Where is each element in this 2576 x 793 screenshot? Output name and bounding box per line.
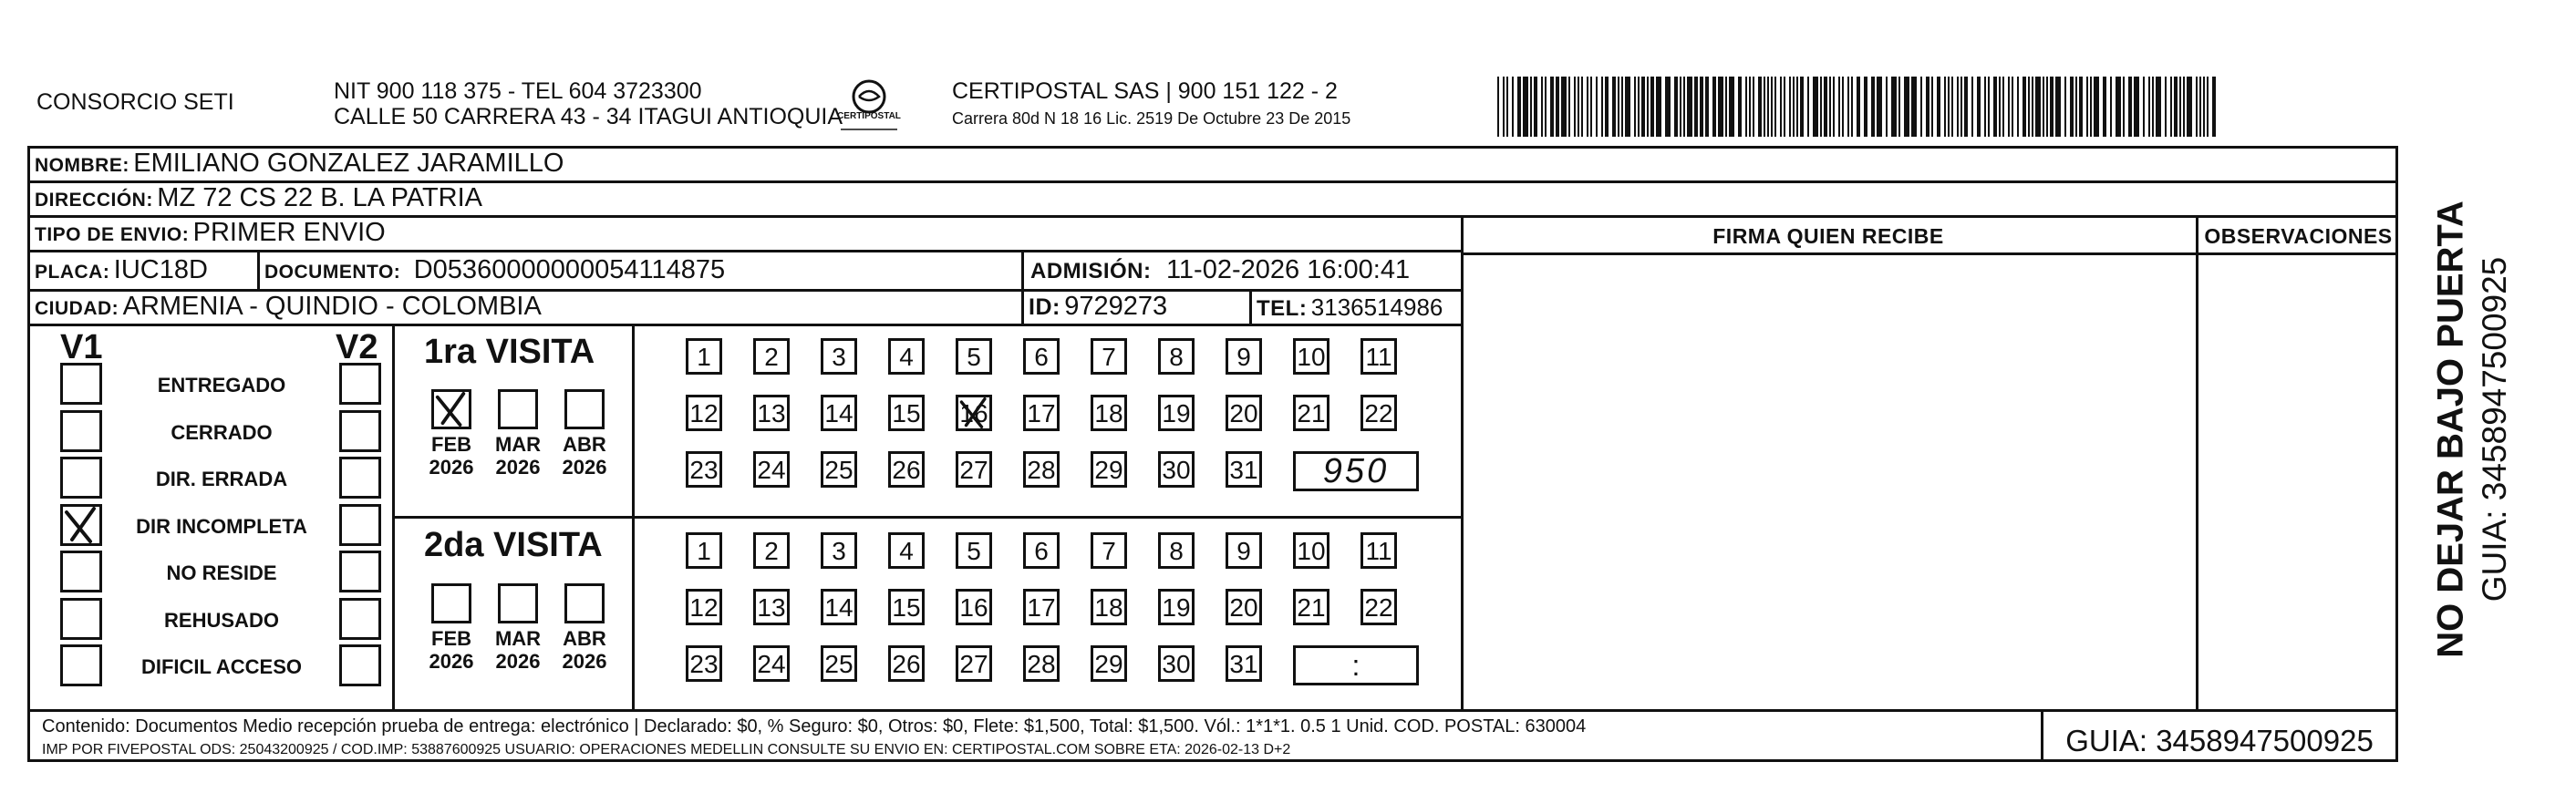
barcode-bar — [1550, 77, 1554, 137]
rule — [1249, 289, 1252, 324]
visit1-month-year: 2026 — [495, 456, 541, 479]
visit1-day-box[interactable]: 15 — [888, 395, 925, 431]
barcode-bar — [2075, 77, 2077, 137]
visit1-day-box[interactable]: 29 — [1091, 451, 1127, 488]
barcode-bar — [1864, 77, 1867, 137]
barcode-bar — [2143, 77, 2145, 137]
visit1-day-box[interactable]: 25 — [821, 451, 857, 488]
barcode-bar — [2170, 77, 2172, 137]
visit1-day-box[interactable]: 20 — [1226, 395, 1262, 431]
placa-row — [35, 255, 208, 285]
barcode-bar — [1618, 77, 1619, 137]
barcode-bar — [2055, 77, 2061, 137]
visit2-day-box[interactable]: 10 — [1293, 532, 1329, 569]
barcode-bar — [1964, 77, 1968, 137]
tipo-envio-row — [35, 218, 386, 248]
barcode-bar — [2086, 77, 2088, 137]
barcode-bar — [1800, 77, 1804, 137]
visit2-day-box[interactable]: 26 — [888, 645, 925, 682]
v2-checkbox[interactable] — [339, 644, 381, 686]
visit2-day-box[interactable]: 31 — [1226, 645, 1262, 682]
visit2-day-box[interactable]: 9 — [1226, 532, 1262, 569]
visit2-month-name: ABR — [563, 627, 606, 650]
license-line: Carrera 80d N 18 16 Lic. 2519 De Octubre 23 De 2015 — [952, 109, 1351, 128]
admision-row — [1030, 255, 1410, 285]
barcode-bar — [2079, 77, 2083, 137]
barcode-bar — [1780, 77, 1782, 137]
barcode-bar — [1833, 77, 1835, 137]
status-option-label: DIR. ERRADA — [155, 468, 288, 490]
barcode-bar — [1774, 77, 1776, 137]
barcode-bar — [1842, 77, 1844, 137]
rule — [1461, 215, 1464, 709]
visit2-day-box[interactable]: 13 — [753, 589, 790, 625]
status-option-label: NO RESIDE — [166, 561, 277, 584]
visit1-day-box[interactable]: 19 — [1158, 395, 1195, 431]
barcode-bar — [2116, 77, 2121, 137]
barcode-bar — [1767, 77, 1769, 137]
barcode-bar — [2165, 77, 2167, 137]
visit2-day-box[interactable]: 27 — [956, 645, 992, 682]
visit2-time-box[interactable]: : — [1293, 645, 1419, 685]
barcode-bar — [1999, 77, 2001, 137]
visit2-day-box[interactable]: 11 — [1360, 532, 1397, 569]
visit2-month-year: 2026 — [429, 650, 474, 673]
placa-value: IUC18D — [113, 255, 208, 284]
barcode-bar — [1745, 77, 1747, 137]
certipostal-logo-icon — [837, 77, 901, 137]
barcode-bar — [1789, 77, 1791, 137]
placa-label: PLACA: — [35, 262, 110, 283]
barcode-bar — [1683, 77, 1685, 137]
visit1-month-checkbox[interactable] — [431, 389, 471, 429]
barcode-bar — [1647, 77, 1649, 137]
visit1-month-name: FEB — [431, 433, 471, 456]
visit1-day-box[interactable]: 24 — [753, 451, 790, 488]
status-option-label: DIR INCOMPLETA — [136, 514, 307, 538]
visit2-day-box[interactable]: 3 — [821, 532, 857, 569]
id-value: 9729273 — [1064, 292, 1168, 321]
barcode-bar — [1590, 77, 1592, 137]
visit2-month-checkbox[interactable] — [564, 583, 605, 623]
barcode-bar — [2156, 77, 2161, 137]
visit1-day-box[interactable]: 2 — [753, 338, 790, 375]
barcode-bar — [1517, 77, 1521, 137]
barcode-bar — [2174, 77, 2178, 137]
barcode-bar — [1561, 77, 1567, 137]
barcode-bar — [1641, 77, 1645, 137]
rule — [257, 250, 260, 289]
visit2-day-box[interactable]: 29 — [1091, 645, 1127, 682]
tipo-envio-label: TIPO DE ENVIO: — [35, 224, 190, 245]
visit1-day-box[interactable]: 28 — [1023, 451, 1060, 488]
barcode-bar — [1596, 77, 1598, 137]
barcode-bar — [1650, 77, 1654, 137]
barcode-bar — [1813, 77, 1818, 137]
visit2-day-box[interactable]: 1 — [686, 532, 722, 569]
direccion-value: MZ 72 CS 22 B. LA PATRIA — [157, 183, 483, 212]
v2-checkbox[interactable] — [339, 551, 381, 592]
barcode-bar — [1605, 77, 1609, 137]
direccion-label: DIRECCIÓN: — [35, 190, 153, 211]
visit1-day-box[interactable]: 3 — [821, 338, 857, 375]
visit2-day-box[interactable]: 25 — [821, 645, 857, 682]
check-mark-icon — [63, 507, 99, 543]
barcode-bar — [2134, 77, 2139, 137]
visit1-day-box[interactable]: 18 — [1091, 395, 1127, 431]
visit1-day-box[interactable]: 1 — [686, 338, 722, 375]
visit2-day-box[interactable]: 20 — [1226, 589, 1262, 625]
visit2-day-box[interactable]: 2 — [753, 532, 790, 569]
barcode-bar — [2148, 77, 2150, 137]
barcode-bar — [1793, 77, 1795, 137]
barcode-bar — [1621, 77, 1623, 137]
barcode-bar — [1503, 77, 1505, 137]
barcode-bar — [1951, 77, 1953, 137]
v1-checkbox[interactable] — [60, 410, 102, 452]
v2-checkbox[interactable] — [339, 363, 381, 405]
barcode-bar — [1988, 77, 1990, 137]
visit2-day-box[interactable]: 17 — [1023, 589, 1060, 625]
visit2-day-box[interactable]: 22 — [1360, 589, 1397, 625]
rule — [2196, 215, 2198, 709]
barcode-bar — [1871, 77, 1875, 137]
barcode-bar — [2179, 77, 2181, 137]
barcode-bar — [1977, 77, 1981, 137]
status-option-label: DIFICIL ACCESO — [140, 655, 302, 678]
barcode-bar — [1847, 77, 1849, 137]
visit2-day-box[interactable]: 18 — [1091, 589, 1127, 625]
contenido-line: Contenido: Documentos Medio recepción prueba de entrega: electrónico | Declarado: $0, % Seguro: $0, Otros: $0, Flete: $1,500, Total: $1,500. Vól.: 1*1*1. 0.5 1 Unid. COD. POSTAL: 630004 — [42, 716, 1587, 736]
visit1-month-checkbox[interactable] — [498, 389, 538, 429]
barcode-bar — [1612, 77, 1616, 137]
visit1-day-box[interactable]: 16 — [956, 395, 992, 431]
barcode-bar — [2070, 77, 2074, 137]
visit2-day-box[interactable]: 15 — [888, 589, 925, 625]
barcode-bar — [1729, 77, 1734, 137]
visit2-month-year: 2026 — [495, 650, 541, 673]
visit1-time-box[interactable]: 950 — [1293, 451, 1419, 491]
visit2-month-name: MAR — [494, 627, 542, 650]
barcode-bar — [1568, 77, 1570, 137]
visit2-day-box[interactable]: 19 — [1158, 589, 1195, 625]
barcode-bar — [1738, 77, 1742, 137]
visit2-day-box[interactable]: 6 — [1023, 532, 1060, 569]
imp-line: IMP POR FIVEPOSTAL ODS: 25043200925 / COD.IMP: 53887600925 USUARIO: OPERACIONES MEDELLIN CONSULTE SU ENVIO EN: CERTIPOSTAL.COM SOBRE ETA: 2026-02-13 D+2 — [42, 742, 1291, 757]
ciudad-row — [35, 292, 542, 322]
barcode-bar — [2050, 77, 2054, 137]
barcode-bar — [2008, 77, 2010, 137]
barcode-bar — [1694, 77, 1698, 137]
barcode-bar — [1601, 77, 1603, 137]
status-option-label: REHUSADO — [164, 608, 279, 632]
barcode-bar — [1574, 77, 1576, 137]
visit2-day-box[interactable]: 7 — [1091, 532, 1127, 569]
v2-checkbox[interactable] — [339, 457, 381, 499]
documento-label: DOCUMENTO: — [264, 262, 401, 283]
observaciones-label: OBSERVACIONES — [2204, 224, 2393, 248]
barcode-bar — [2032, 77, 2033, 137]
visit1-day-box[interactable]: 9 — [1226, 338, 1262, 375]
rule — [27, 250, 1461, 252]
barcode-bar — [1984, 77, 1986, 137]
barcode-bar — [1784, 77, 1785, 137]
barcode-bar — [2064, 77, 2066, 137]
barcode-bar — [1820, 77, 1822, 137]
barcode-bar — [1971, 77, 1973, 137]
rule — [1021, 250, 1024, 324]
tel-label: TEL: — [1257, 296, 1308, 321]
id-row — [1029, 292, 1167, 322]
visit1-day-box[interactable]: 30 — [1158, 451, 1195, 488]
barcode-bar — [1753, 77, 1754, 137]
barcode-bar — [2110, 77, 2112, 137]
barcode-bar — [1665, 77, 1671, 137]
v1-checkbox[interactable] — [60, 363, 102, 405]
firma-label: FIRMA QUIEN RECIBE — [1712, 224, 1944, 248]
visit1-month-name: MAR — [494, 433, 542, 456]
barcode-bar — [1556, 77, 1559, 137]
barcode-bar — [2183, 77, 2185, 137]
visit2-day-box[interactable]: 23 — [686, 645, 722, 682]
barcode-bar — [1944, 77, 1946, 137]
visit1-day-box[interactable]: 4 — [888, 338, 925, 375]
visit1-day-box[interactable]: 11 — [1360, 338, 1397, 375]
visit2-day-box[interactable]: 12 — [686, 589, 722, 625]
barcode-bar — [1877, 77, 1882, 137]
visit1-day-box[interactable]: 8 — [1158, 338, 1195, 375]
visit1-day-box[interactable]: 26 — [888, 451, 925, 488]
visit1-day-box[interactable]: 23 — [686, 451, 722, 488]
nombre-value: EMILIANO GONZALEZ JARAMILLO — [133, 149, 564, 178]
visit1-day-box[interactable]: 5 — [956, 338, 992, 375]
v1-checkbox[interactable] — [60, 644, 102, 686]
barcode-bar — [1920, 77, 1922, 137]
barcode-bar — [1497, 77, 1499, 137]
visit2-day-box[interactable]: 5 — [956, 532, 992, 569]
barcode-bar — [1634, 77, 1636, 137]
barcode-bar — [1911, 77, 1917, 137]
barcode-bar — [1506, 77, 1508, 137]
tipo-envio-value: PRIMER ENVIO — [192, 218, 386, 247]
visit1-month-year: 2026 — [429, 456, 474, 479]
barcode-bar — [1725, 77, 1727, 137]
visit1-day-box[interactable]: 17 — [1023, 395, 1060, 431]
barcode-bar — [2023, 77, 2026, 137]
barcode-bar — [1705, 77, 1709, 137]
barcode-bar — [1578, 77, 1579, 137]
status-option-label: ENTREGADO — [157, 374, 286, 396]
barcode-bar — [1898, 77, 1900, 137]
barcode-bar — [1886, 77, 1888, 137]
visit1-day-box[interactable]: 6 — [1023, 338, 1060, 375]
visit2-day-box[interactable]: 24 — [753, 645, 790, 682]
barcode-bar — [1587, 77, 1588, 137]
nombre-row — [35, 149, 564, 179]
barcode-bar — [1680, 77, 1681, 137]
rule — [1461, 252, 2398, 255]
visit1-day-box[interactable]: 13 — [753, 395, 790, 431]
barcode-bar — [2017, 77, 2019, 137]
visit1-day-box[interactable]: 12 — [686, 395, 722, 431]
barcode-bar — [1581, 77, 1583, 137]
barcode-bar — [2012, 77, 2013, 137]
barcode-bar — [1530, 77, 1532, 137]
v2-checkbox[interactable] — [339, 598, 381, 640]
direccion-row — [35, 183, 482, 213]
barcode-bar — [2128, 77, 2132, 137]
admision-label: ADMISIÓN: — [1030, 259, 1152, 283]
barcode-bar — [1771, 77, 1773, 137]
barcode-bar — [1523, 77, 1528, 137]
barcode-bar — [1700, 77, 1703, 137]
company-name: CONSORCIO SETI — [36, 89, 234, 115]
barcode-bar — [2207, 77, 2209, 137]
barcode-bar — [1937, 77, 1940, 137]
barcode-bar — [2123, 77, 2125, 137]
documento-value: D05360000000054114875 — [413, 255, 726, 284]
visit1-month-name: ABR — [563, 433, 606, 456]
barcode-bar — [1625, 77, 1630, 137]
v1-checkbox[interactable] — [60, 504, 102, 546]
visit1-day-box[interactable]: 21 — [1293, 395, 1329, 431]
barcode-bar — [1749, 77, 1751, 137]
visit2-day-box[interactable]: 28 — [1023, 645, 1060, 682]
visit1-day-box[interactable]: 7 — [1091, 338, 1127, 375]
visit1-title: 1ra VISITA — [424, 333, 595, 371]
visit2-day-box[interactable]: 4 — [888, 532, 925, 569]
barcode-bar — [2212, 77, 2216, 137]
ciudad-value: ARMENIA - QUINDIO - COLOMBIA — [122, 292, 542, 321]
barcode-bar — [1948, 77, 1950, 137]
v1-checkbox[interactable] — [60, 457, 102, 499]
certipostal-line: CERTIPOSTAL SAS | 900 151 122 - 2 — [952, 78, 1338, 104]
barcode-bar — [1957, 77, 1959, 137]
rule — [27, 324, 1461, 326]
barcode — [1497, 77, 2227, 140]
barcode-bar — [1541, 77, 1543, 137]
visit2-day-box[interactable]: 30 — [1158, 645, 1195, 682]
barcode-bar — [1838, 77, 1840, 137]
check-mark-icon — [958, 397, 989, 428]
barcode-bar — [2043, 77, 2044, 137]
visit1-month-checkbox[interactable] — [564, 389, 605, 429]
rule — [392, 516, 1461, 519]
barcode-bar — [1712, 77, 1716, 137]
visit1-day-box[interactable]: 27 — [956, 451, 992, 488]
barcode-bar — [2028, 77, 2030, 137]
visit2-day-box[interactable]: 8 — [1158, 532, 1195, 569]
visit2-day-box[interactable]: 21 — [1293, 589, 1329, 625]
v1-checkbox[interactable] — [60, 598, 102, 640]
barcode-bar — [1807, 77, 1809, 137]
barcode-bar — [1993, 77, 1997, 137]
barcode-bar — [1824, 77, 1827, 137]
barcode-bar — [1851, 77, 1853, 137]
barcode-bar — [1904, 77, 1909, 137]
status-option-label: CERRADO — [171, 420, 273, 444]
visit2-month-checkbox[interactable] — [431, 583, 471, 623]
ciudad-label: CIUDAD: — [35, 298, 119, 319]
v1-label: V1 — [60, 328, 103, 366]
barcode-bar — [1960, 77, 1962, 137]
certipostal-logo — [837, 77, 901, 137]
tel-row — [1257, 294, 1443, 322]
barcode-bar — [2196, 77, 2198, 137]
barcode-bar — [1718, 77, 1723, 137]
barcode-bar — [2046, 77, 2048, 137]
visit2-title: 2da VISITA — [424, 526, 603, 564]
visit1-month-year: 2026 — [562, 456, 607, 479]
visit2-month-name: FEB — [431, 627, 471, 650]
v2-label: V2 — [336, 328, 378, 366]
visit2-day-box[interactable]: 16 — [956, 589, 992, 625]
barcode-bar — [1796, 77, 1798, 137]
visit1-day-box[interactable]: 31 — [1226, 451, 1262, 488]
barcode-bar — [2002, 77, 2004, 137]
admision-value: 11-02-2026 16:00:41 — [1165, 255, 1411, 284]
barcode-bar — [2090, 77, 2092, 137]
visit1-day-box[interactable]: 10 — [1293, 338, 1329, 375]
v2-checkbox[interactable] — [339, 410, 381, 452]
footer-guia: GUIA: 3458947500925 — [2065, 724, 2374, 757]
logo-text: CERTIPOSTAL — [837, 111, 901, 121]
barcode-bar — [2035, 77, 2041, 137]
no-dejar-text: NO DEJAR BAJO PUERTA — [2430, 201, 2471, 658]
nombre-label: NOMBRE: — [35, 155, 129, 176]
barcode-bar — [1545, 77, 1547, 137]
barcode-bar — [1512, 77, 1514, 137]
barcode-bar — [1534, 77, 1537, 137]
side-guia-text: GUIA: 3458947500925 — [2476, 256, 2513, 602]
barcode-bar — [1764, 77, 1765, 137]
barcode-bar — [1674, 77, 1678, 137]
barcode-bar — [2187, 77, 2192, 137]
barcode-bar — [2094, 77, 2099, 137]
id-label: ID: — [1029, 294, 1060, 320]
barcode-bar — [1926, 77, 1929, 137]
v1-checkbox[interactable] — [60, 551, 102, 592]
barcode-bar — [1638, 77, 1640, 137]
barcode-bar — [1656, 77, 1661, 137]
barcode-bar — [1857, 77, 1860, 137]
nit-line: NIT 900 118 375 - TEL 604 3723300 — [334, 78, 702, 104]
barcode-bar — [1687, 77, 1692, 137]
side-panel — [2416, 170, 2521, 689]
barcode-bar — [1758, 77, 1762, 137]
visit2-month-year: 2026 — [562, 650, 607, 673]
visit2-month-checkbox[interactable] — [498, 583, 538, 623]
barcode-bar — [1891, 77, 1897, 137]
barcode-bar — [1829, 77, 1831, 137]
tel-value: 3136514986 — [1310, 294, 1443, 321]
barcode-bar — [2152, 77, 2154, 137]
v2-checkbox[interactable] — [339, 504, 381, 546]
visit1-day-box[interactable]: 22 — [1360, 395, 1397, 431]
visit1-day-box[interactable]: 14 — [821, 395, 857, 431]
address-line: CALLE 50 CARRERA 43 - 34 ITAGUI ANTIOQUIA — [334, 104, 843, 129]
barcode-bar — [2203, 77, 2205, 137]
barcode-bar — [2103, 77, 2106, 137]
barcode-bar — [2199, 77, 2201, 137]
barcode-bar — [1931, 77, 1933, 137]
documento-row — [264, 255, 725, 285]
check-mark-icon — [434, 392, 469, 427]
visit2-day-box[interactable]: 14 — [821, 589, 857, 625]
